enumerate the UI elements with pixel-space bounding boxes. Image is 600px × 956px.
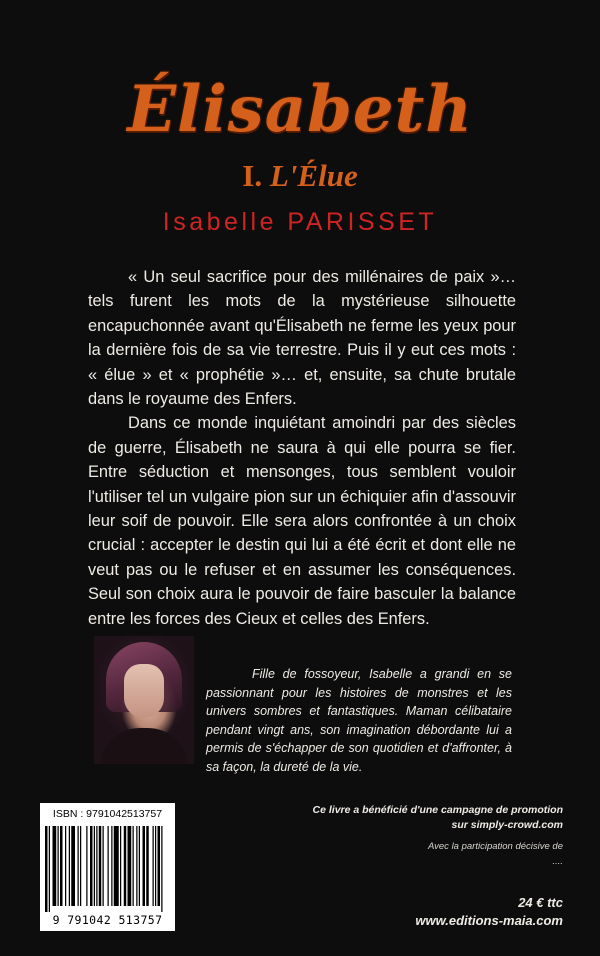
promo-line-1: Ce livre a bénéficié d'une campagne de promotion [312,804,563,816]
barcode-bar [128,826,132,906]
barcode-bar [69,826,70,906]
barcode-bar [114,826,119,906]
barcode-bar [146,826,149,906]
promo-campaign [263,803,563,833]
author-bio: Fille de fossoyeur, Isabelle a grandi en se passionnant pour les histoires de monstres et les univers sombres et fantastiques. Maman célibataire pendant vingt ans, son imagination débordante lui a permis de s'échapper de son quotidien et d'affronter, à sa façon, la dureté de la vie. [206,667,512,774]
barcode-bar [158,826,161,906]
barcode-bar [58,826,59,906]
barcode-bar [65,826,66,906]
participants-line: .... [552,856,563,867]
price: 24 € ttc [518,895,563,910]
barcode-bar [120,826,121,906]
promo-participation [263,839,563,869]
barcode-digits: 9 791042 513757 [52,913,163,927]
barcode-bar [78,826,79,906]
barcode-bar [53,826,57,906]
barcode-bar [136,826,137,906]
barcode-bar [99,826,102,906]
publisher-website[interactable]: www.editions-maia.com [415,913,563,928]
barcode-bar [139,826,140,906]
barcode-bar [94,826,95,906]
volume-subtitle [0,158,600,194]
barcode-bar [49,826,50,912]
barcode-bar [155,826,156,906]
barcode-bar [111,826,112,906]
barcode-bar [133,826,134,906]
barcode-bar [108,826,109,906]
author-photo [94,636,194,764]
author-photo-face [124,664,164,718]
barcode-bar [124,826,127,906]
author-name: Isabelle PARISSET [162,208,438,236]
volume-number: I. [242,158,263,193]
participation-line: Avec la participation décisive de [427,841,563,852]
volume-title: L'Élue [269,158,358,193]
barcode-bar [143,826,146,906]
promo-line-2: sur simply-crowd.com [451,819,563,831]
barcode-bar [161,826,162,912]
barcode-bar [71,826,75,906]
barcode-bar [103,826,104,906]
barcode-bar [153,826,154,906]
barcode-bar [80,826,81,906]
synopsis-paragraph: « Un seul sacrifice pour des millénaires de paix »… tels furent les mots de la mystérieuse silhouette encapuchonnée avant qu'Élisabeth ne ferme les yeux pour la dernière fois de sa vie terrestre. Puis il y eut ces mots : « élue » et « prophétie »… et, ensuite, sa chute brutale dans le royaume des Enfers. [88,268,516,409]
book-title: Élisabeth [127,72,473,147]
synopsis [88,265,516,631]
author-photo-shoulder [100,728,188,764]
isbn-label: ISBN : 9791042513757 [52,808,163,820]
barcode-bar [86,826,87,906]
isbn-barcode [40,803,175,931]
barcode-bar [60,826,63,906]
barcode-bar [96,826,97,906]
barcode-bar [90,826,93,906]
barcode-bars [43,826,172,912]
synopsis-paragraph: Dans ce monde inquiétant amoindri par des siècles de guerre, Élisabeth ne saura à qui elle pourra se fier. Entre séduction et mensonges, tous semblent vouloir l'utiliser tel un vulgaire pion sur un échiquier afin d'assouvir leur soif de pouvoir. Elle sera alors confrontée à un choix crucial : accepter le destin qui lui a été écrit et dont elle ne veut pas ou le refuser et en assumer les conséquences. Seul son choix aura le pouvoir de faire basculer la balance entre les forces des Cieux et celles des Enfers. [88,414,516,628]
barcode-bar [45,826,48,912]
